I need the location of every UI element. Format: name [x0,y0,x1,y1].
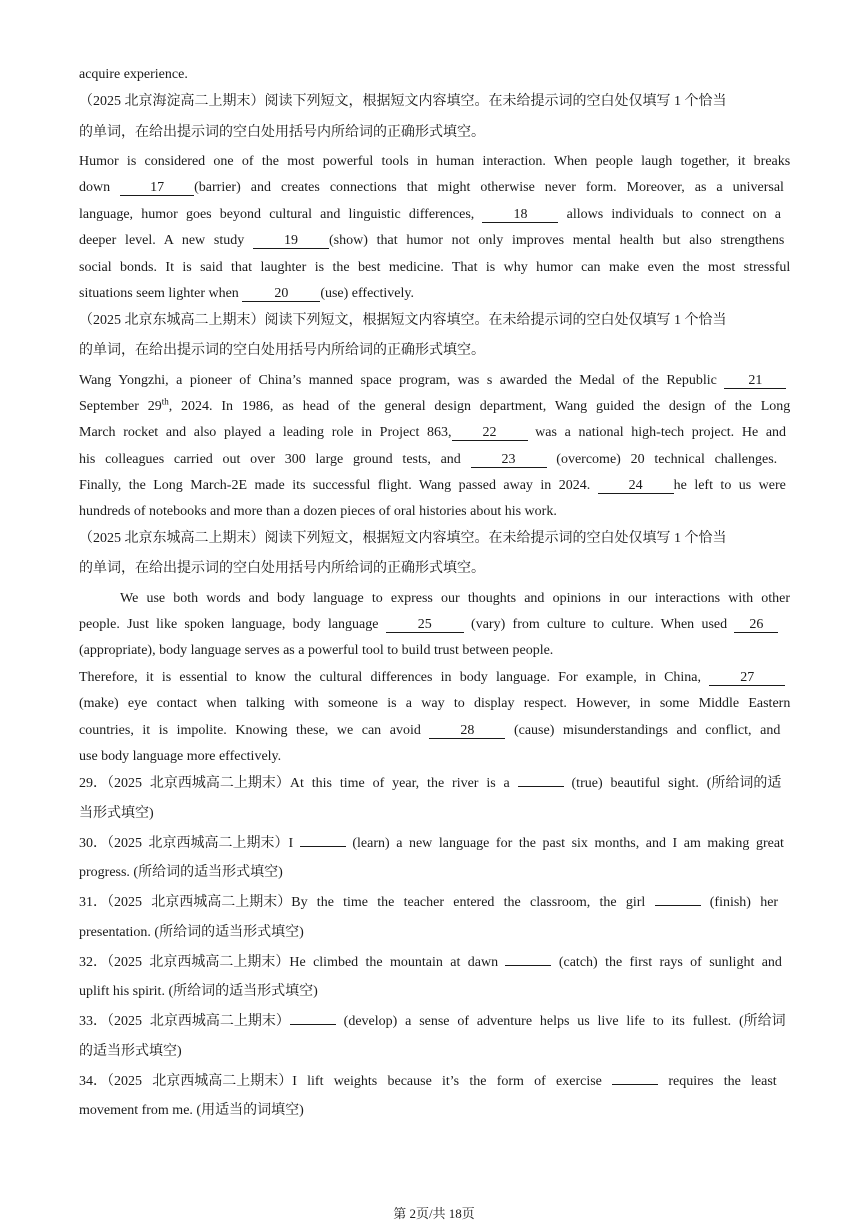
text-line [79,503,557,521]
answer-blank: 24 [598,478,674,494]
text-line [79,695,790,713]
text-run: language, humor goes beyond cultural and linguistic differences, [79,207,483,222]
text-run: 29．（2025 北京西城高二上期末）At this time of year, the river is a [79,776,518,791]
text-line [79,259,790,277]
text-run: September 29 [79,399,162,414]
text-run: (develop) a sense of adventure helps us live life to its fullest. (所给词 [335,1014,786,1029]
text-line [79,722,780,740]
text-run: hundreds of notebooks and more than a dozen pieces of oral histories about his work. [79,504,557,519]
text-run: 32．（2025 北京西城高二上期末）He climbed the mountain at dawn [79,955,506,970]
text-line [79,748,281,766]
text-run: (use) effectively. [320,286,414,301]
text-run: (make) eye contact when talking with someone is a way to display respect. However, in some Middle Eastern [79,696,791,711]
text-line [79,1073,777,1091]
text-line [79,954,782,972]
text-line [79,232,784,250]
text-line [79,285,414,303]
text-line [79,1013,786,1031]
text-line [79,1102,304,1120]
text-run: (catch) the first rays of sunlight and [551,955,782,970]
text-run: 30．（2025 北京西城高二上期末）I [79,836,300,851]
text-run: progress. (所给词的适当形式填空) [79,865,283,880]
text-line [79,669,785,687]
text-line [79,560,485,578]
text-run: uplift his spirit. (所给词的适当形式填空) [79,984,318,999]
text-run: 的单词，在给出提示词的空白处用括号内所给词的正确形式填空。 [79,125,485,140]
text-line [79,93,727,111]
text-line [79,835,784,853]
text-run: (show) that humor not only improves mental health but also strengthens [329,233,785,248]
answer-blank: 27 [709,670,785,686]
text-run: （2025 北京东城高二上期末）阅读下列短文，根据短文内容填空。在未给提示词的空白处仅填写 1 个恰当 [79,313,727,328]
text-run: requires the least [658,1074,777,1089]
text-line [79,1043,182,1061]
answer-blank: 22 [452,425,528,441]
text-run: situations seem lighter when [79,286,243,301]
text-line [79,312,727,330]
text-run: allows individuals to connect on a [558,207,782,222]
text-run: Wang Yongzhi, a pioneer of China’s manned space program, was s awarded the Medal of the Republic [79,373,725,388]
text-line [79,924,304,942]
text-run: down [79,180,121,195]
text-run: （2025 北京东城高二上期末）阅读下列短文，根据短文内容填空。在未给提示词的空白处仅填写 1 个恰当 [79,531,727,546]
text-run: (appropriate), body language serves as a powerful tool to build trust between people. [79,643,554,658]
answer-blank [612,1084,658,1085]
text-run: , 2024. In 1986, as head of the general design department, Wang guided the design of the Long [168,399,791,414]
text-run: 33．（2025 北京西城高二上期末） [79,1014,290,1029]
answer-blank: 23 [471,452,547,468]
text-run: (barrier) and creates connections that might otherwise never form. Moreover, as a universal [194,180,784,195]
answer-blank [655,905,701,906]
text-run: countries, it is impolite. Knowing these, we can avoid [79,723,430,738]
text-line [79,864,283,882]
text-line [79,983,318,1001]
answer-blank [290,1024,336,1025]
text-run: he left to us were [673,478,786,493]
text-line [79,398,790,416]
text-line [79,894,778,912]
text-line [79,451,777,469]
answer-blank: 25 [386,617,464,633]
text-run: 当形式填空) [79,806,154,821]
text-line [79,124,485,142]
text-line [79,206,781,224]
superscript: th [161,396,169,407]
answer-blank: 20 [242,286,320,302]
text-run: acquire experience. [79,67,188,82]
text-run: 34．（2025 北京西城高二上期末）I lift weights because it’s the form of exercise [79,1074,613,1089]
text-line [79,477,786,495]
answer-blank [505,965,551,966]
text-run: 31．（2025 北京西城高二上期末）By the time the teacher entered the classroom, the girl [79,895,655,910]
text-run: March rocket and also played a leading role in Project 863, [79,425,452,440]
text-run: Finally, the Long March-2E made its successful flight. Wang passed away in 2024. [79,478,598,493]
text-run: use body language more effectively. [79,749,282,764]
text-run: (vary) from culture to culture. When used [463,617,735,632]
text-run: deeper level. A new study [79,233,253,248]
text-run: We use both words and body language to express our thoughts and opinions in our interactions with other [120,591,791,606]
text-run: 的单词，在给出提示词的空白处用括号内所给词的正确形式填空。 [79,343,485,358]
text-line [79,775,781,793]
answer-blank: 26 [734,617,778,633]
text-line [79,372,786,390]
text-line [79,530,727,548]
answer-blank: 18 [482,207,558,223]
text-line [79,342,485,360]
text-run: presentation. (所给词的适当形式填空) [79,925,304,940]
answer-blank: 28 [429,723,505,739]
text-line [79,66,188,84]
text-line [79,153,790,171]
text-run: (learn) a new language for the past six months, and I am making great [345,836,784,851]
text-line [79,642,553,660]
text-run: (cause) misunderstandings and conflict, and [505,723,781,738]
answer-blank: 17 [120,180,194,196]
answer-blank: 21 [724,373,786,389]
text-line [79,179,784,197]
text-run: （2025 北京海淀高二上期末）阅读下列短文，根据短文内容填空。在未给提示词的空白处仅填写 1 个恰当 [79,94,727,109]
text-run: social bonds. It is said that laughter is the best medicine. That is why humor can make even the most stressful [79,260,791,275]
text-run: 的单词，在给出提示词的空白处用括号内所给词的正确形式填空。 [79,561,485,576]
answer-blank: 19 [253,233,329,249]
text-run: was a national high-tech project. He and [527,425,787,440]
text-run: his colleagues carried out over 300 large ground tests, and [79,452,471,467]
page-footer: 第 2页/共 18页 [393,1206,475,1221]
answer-blank [300,846,346,847]
text-run: movement from me. (用适当的词填空) [79,1103,304,1118]
text-run: people. Just like spoken language, body language [79,617,386,632]
text-run: (true) beautiful sight. (所给词的适 [563,776,782,791]
text-line [79,424,786,442]
text-run: 的适当形式填空) [79,1044,182,1059]
text-run: Humor is considered one of the most powerful tools in human interaction. When people laugh together, it breaks [79,154,791,169]
text-line [120,590,790,608]
text-run: (finish) her [700,895,779,910]
text-run: (overcome) 20 technical challenges. [546,452,778,467]
text-run: Therefore, it is essential to know the cultural differences in body language. For example, in China, [79,670,710,685]
answer-blank [518,786,564,787]
text-line [79,805,154,823]
text-line [79,616,778,634]
